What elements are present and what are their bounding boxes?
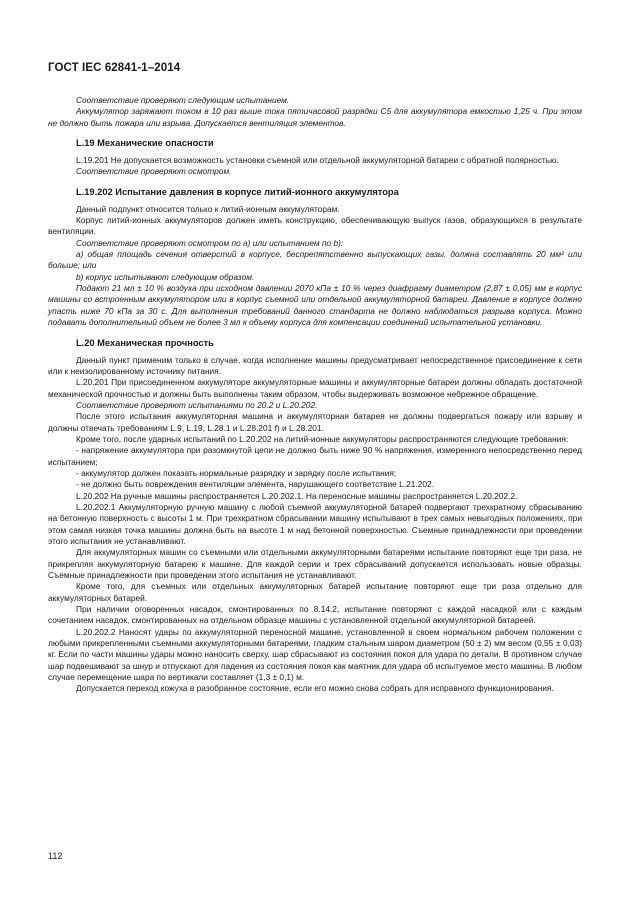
paragraph: а) общая площадь сечения отверстий в корпусе, беспрепятственно выпускающих газы, должна составлять 20 мм² или больше; или <box>48 249 582 271</box>
paragraph: - аккумулятор должен показать нормальные разрядку и зарядку после испытания; <box>76 467 397 478</box>
paragraph: Соответствие проверяют следующим испытанием. <box>76 95 290 105</box>
paragraph: Подают 21 мл ± 10 % воздуха при исходном давлении 2070 кПа ± 10 % через диафрагму диаметром (2,87 ± 0,05) мм в корпус машины со встроенным аккумулятором или в корпус съемной или отдельной аккумуляторной батареи. Давление в корпусе должно упасть ниже 70 кПа за 30 с. Для выполнения требований данного стандарта не должно наблюдаться разрыва корпуса. Можно подавать дополнительный объем не более 3 мл к объему корпуса для компенсации соединений испытательной установки. <box>48 283 582 328</box>
section-heading: L.19.202 Испытание давления в корпусе литий-ионного аккумулятора <box>76 186 399 197</box>
paragraph: Кроме того, после ударных испытаний по L.20.202 на литий-ионные аккумуляторы распространяются следующие требования: <box>76 433 569 444</box>
paragraph: L.20.202.1 Аккумуляторную ручную машину с любой съемной аккумуляторной батарей подвергают трехкратному сбрасыванию на бетонную поверхность с высоты 1 м. При трехкратном сбрасывании машину испытывают в трех самых невыгодных положениях, при этом самая низкая точка машины должна быть на высоте 1 м над бетонной поверхностью. Съемные принадлежности при проведении этого испытания не устанавливают. <box>48 501 582 546</box>
paragraph: L.19.201 Не допускается возможность установки съемной или отдельной аккумуляторной батареи с обратной полярностью. <box>76 155 559 166</box>
paragraph: L.20.202.2 Наносят удары по аккумуляторной переносной машине, установленной в своем нормальном рабочем положении с любыми прикрепленными съемными аккумуляторными батареями, гладким стальным шаром диаметром (50 ± 2) мм весом (0,55 ± 0,03) кг. Если по части машины удары можно наносить сверху, шар сбрасывают из состояния покоя для удара по детали. В противном случае шар подвешивают за шнур и отпускают для падения из состояния покоя как маятник для удара об испытуемое место машины. В любом случае перемещение шара по вертикали составляет (1,3 ± 0,1) м. <box>48 626 582 683</box>
paragraph: Аккумулятор заряжают током в 10 раз выше тока пятичасовой разрядки С5 для аккумулятора емкостью 1,25 ч. При этом не должно быть пожара или взрыва. Допускается вентиляция элементов. <box>48 106 582 128</box>
section-heading: L.19 Механические опасности <box>76 138 214 149</box>
paragraph: Соответствие проверяют осмотром по а) или испытанием по b): <box>76 237 344 248</box>
paragraph: - напряжение аккумулятора при разомкнутой цепи не должно быть ниже 90 % напряжения, измеренного непосредственно перед испытанием; <box>48 445 582 467</box>
paragraph: Соответствие проверяют испытаниями по 20.2 и L.20.202. <box>76 399 318 410</box>
paragraph: После этого испытания аккумуляторная машина и аккумуляторная батарея не должны подвергаться пожару или взрыву и должны отвечать требованиям L.9, L.19, L.28.1 и L.28.201 f) и L.28.201. <box>48 411 582 433</box>
paragraph: - не должно быть повреждения вентиляции элемента, нарушающего соответствие L.21.202. <box>76 479 434 490</box>
paragraph: Корпус литий-ионных аккумуляторов должен иметь конструкцию, обеспечивающую выпуск газов, образующихся в результате вентиляции. <box>48 215 582 237</box>
paragraph: L.20.201 При присоединенном аккумуляторе аккумуляторные машины и аккумуляторные батареи должны обладать достаточной механической прочностью и должны быть выполнены таким образом, чтобы выдерживать возможное небрежное обращение. <box>48 377 582 399</box>
paragraph: Кроме того, для съемных или отдельных аккумуляторных батарей испытание повторяют еще три раза отдельно для аккумуляторных батарей. <box>48 581 582 603</box>
paragraph: b) корпус испытывают следующим образом. <box>76 271 255 282</box>
page-number: 112 <box>48 851 63 861</box>
paragraph: Данный пункт применим только в случае, когда исполнение машины предусматривает непосредственное присоединение к сети или к неизолированному источнику питания. <box>48 354 582 376</box>
paragraph: При наличии оговоренных насадок, смонтированных по 8.14.2, испытание повторяют с каждой насадкой или с каждым сочетанием насадок, смонтированных на отдельном образце машины с установленной отдельной аккумуляторной батареей. <box>48 604 582 626</box>
document-body <box>48 95 582 695</box>
paragraph: Допускается переход кожуха в разобранное состояние, если его можно снова собрать для исправного функционирования. <box>76 683 554 694</box>
section-heading: L.20 Механическая прочность <box>76 337 214 348</box>
document-header: ГОСТ IEC 62841-1–2014 <box>48 62 181 74</box>
paragraph: Соответствие проверяют осмотром. <box>76 166 232 177</box>
paragraph: L.20.202 На ручные машины распространяется L.20.202.1. На переносные машины распространяется L.20.202.2. <box>76 490 518 501</box>
paragraph: Данный подпункт относится только к литий-ионным аккумуляторам. <box>76 203 340 214</box>
paragraph: Для аккумуляторных машин со съемными или отдельными аккумуляторными батареями испытание повторяют еще три раза, не прикрепляя аккумуляторную батарею к машине. Для каждой серии и трех сбрасываний допускается использовать новые образцы. Съемные принадлежности при проведении этого испытания не устанавливают. <box>48 547 582 581</box>
